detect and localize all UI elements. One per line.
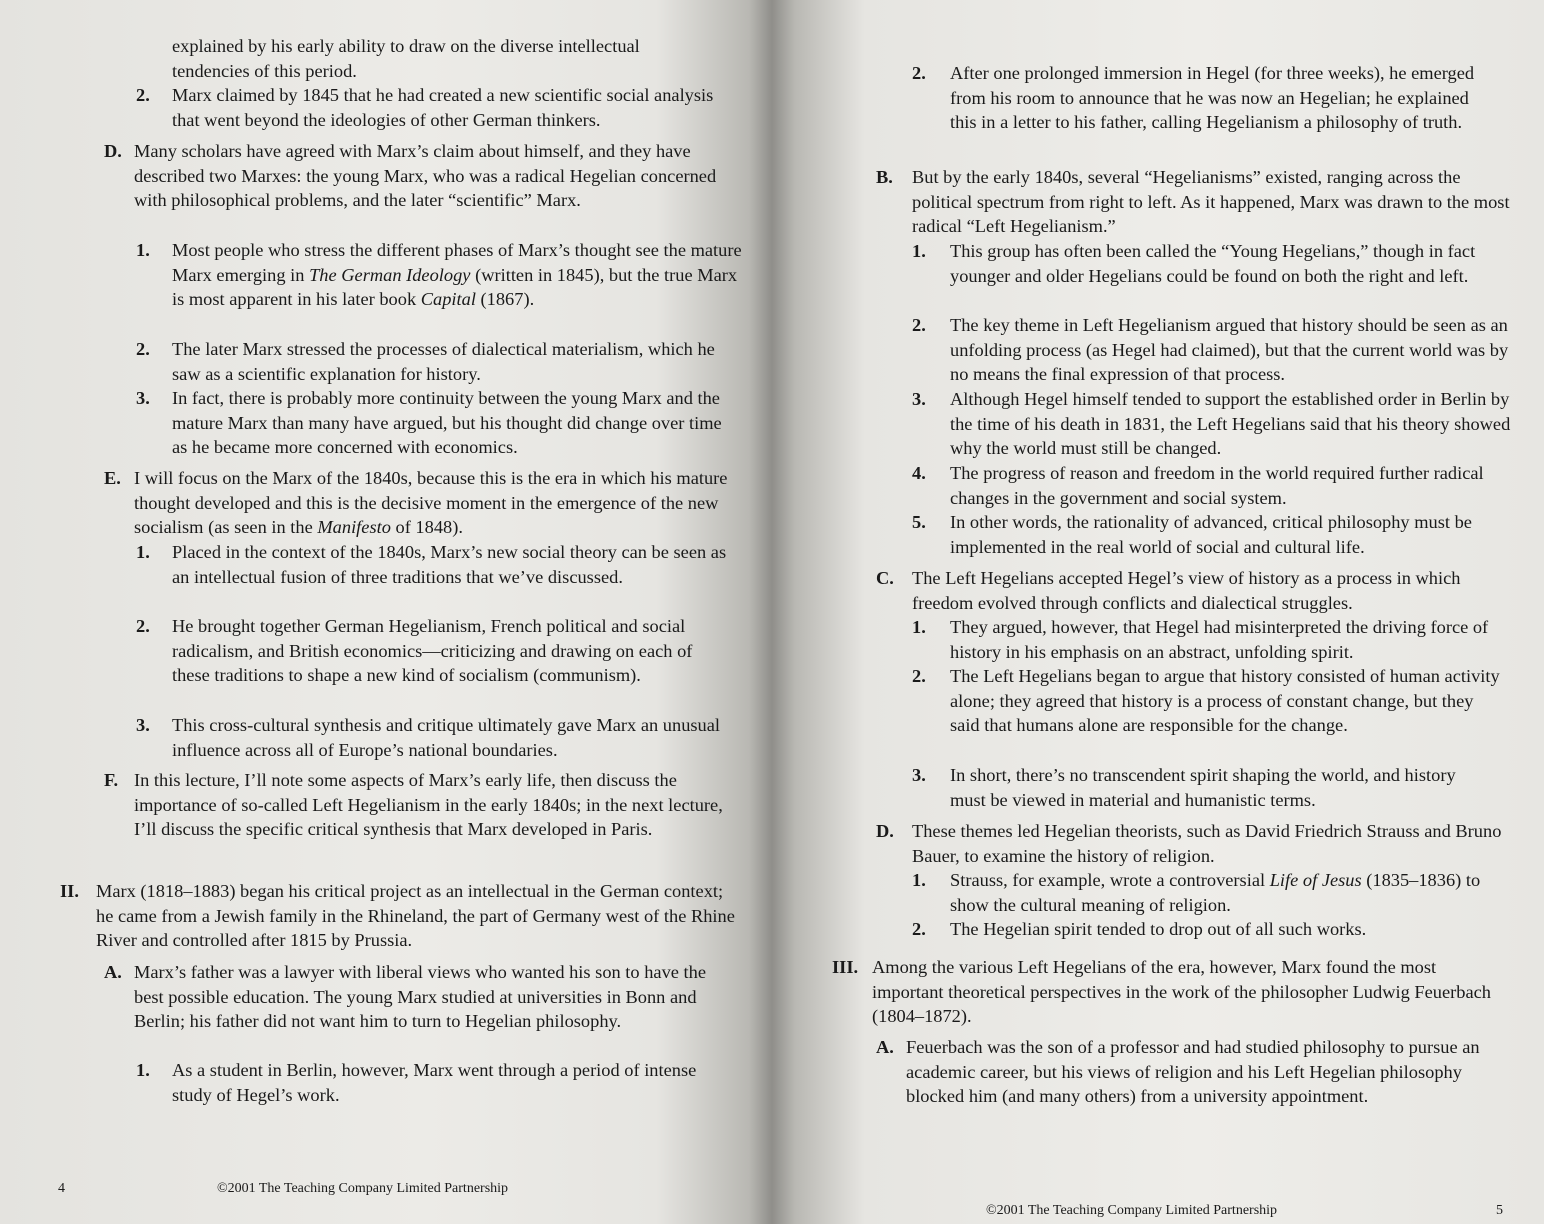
item-label: 1. bbox=[136, 240, 150, 260]
item-label: 2. bbox=[136, 85, 150, 105]
item-text: After one prolonged immersion in Hegel (for three weeks), he emerged from his room to announce that he was now an Hegelian; he explained this in a letter to his father, calling Hegelianism a philosophy of truth. bbox=[950, 63, 1475, 133]
item-label: C. bbox=[876, 568, 894, 588]
item-text: This group has often been called the “Young Hegelians,” though in fact younger and older Hegelians could be found on both the right and left. bbox=[950, 241, 1476, 286]
item-text: Although Hegel himself tended to support the established order in Berlin by the time of his death in 1831, the Left Hegelians said that his theory showed why the world must still be changed. bbox=[950, 389, 1511, 459]
page-footer: ©2001 The Teaching Company Limited Partnership bbox=[986, 1203, 1278, 1218]
outline-item bbox=[772, 510, 1544, 560]
item-text: Placed in the context of the 1840s, Marx’s new social theory can be seen as an intellectual fusion of three traditions that we’ve discussed. bbox=[172, 542, 727, 587]
right-page bbox=[772, 0, 1544, 1224]
outline-item bbox=[772, 664, 1544, 764]
outline-item bbox=[0, 713, 772, 763]
item-text: Marx’s father was a lawyer with liberal views who wanted his son to have the best possible education. The young Marx studied at universities in Bonn and Berlin; his father did not want him to turn to Hegelian philosophy. bbox=[134, 962, 706, 1032]
item-text: Most people who stress the different phases of Marx’s thought see the mature Marx emerging in The German Ideology (written in 1845), but the true Marx is most apparent in his later book Capital (1867). bbox=[172, 240, 742, 310]
item-label: 2. bbox=[136, 616, 150, 636]
item-text: He brought together German Hegelianism, French political and social radicalism, and British economics—criticizing and drawing on each of these traditions to shape a new kind of socialism (communism). bbox=[172, 616, 693, 686]
item-text: The later Marx stressed the processes of dialectical materialism, which he saw as a scientific explanation for history. bbox=[172, 339, 715, 384]
outline-item bbox=[772, 313, 1544, 388]
outline-item bbox=[772, 61, 1544, 161]
item-label: 2. bbox=[136, 339, 150, 359]
page-footer: ©2001 The Teaching Company Limited Partnership bbox=[217, 1181, 509, 1196]
item-label: II. bbox=[60, 881, 79, 901]
outline-item bbox=[0, 386, 772, 461]
item-text: In short, there’s no transcendent spirit shaping the world, and history must be viewed in material and humanistic terms. bbox=[950, 765, 1456, 810]
item-text: The key theme in Left Hegelianism argued that history should be seen as an unfolding process (as Hegel had claimed), but that the current world was by no means the final expression of that process. bbox=[950, 315, 1509, 385]
item-text: This cross-cultural synthesis and critique ultimately gave Marx an unusual influence across all of Europe’s national boundaries. bbox=[172, 715, 721, 760]
outline-item bbox=[772, 868, 1544, 918]
item-text: The Left Hegelians began to argue that history consisted of human activity alone; they agreed that history is a process of constant change, but they said that humans alone are responsible for the change. bbox=[950, 666, 1500, 736]
outline-item bbox=[0, 83, 772, 133]
outline-item bbox=[772, 955, 1544, 1030]
item-text: Marx (1818–1883) began his critical project as an intellectual in the German context; he came from a Jewish family in the Rhineland, the part of Germany west of the Rhine River and controlled after 1815 by Prussia. bbox=[96, 881, 735, 951]
item-text: The Hegelian spirit tended to drop out of all such works. bbox=[950, 919, 1367, 939]
item-text: In fact, there is probably more continuity between the young Marx and the mature Marx than many have argued, but his thought did change over time as he became more concerned with economics. bbox=[172, 388, 722, 458]
item-text: The Left Hegelians accepted Hegel’s view of history as a process in which freedom evolved through conflicts and dialectical struggles. bbox=[912, 568, 1461, 613]
item-label: 2. bbox=[912, 315, 926, 335]
outline-item bbox=[0, 1058, 772, 1108]
outline-item bbox=[0, 614, 772, 714]
item-label: 1. bbox=[912, 241, 926, 261]
outline-item bbox=[0, 139, 772, 239]
item-label: 3. bbox=[136, 388, 150, 408]
outline-item bbox=[772, 615, 1544, 665]
item-label: D. bbox=[104, 141, 122, 161]
outline-item bbox=[772, 239, 1544, 314]
item-label: B. bbox=[876, 167, 893, 187]
item-text: Marx claimed by 1845 that he had created a new scientific social analysis that went beyond the ideologies of other German thinkers. bbox=[172, 85, 714, 130]
item-label: 2. bbox=[912, 919, 926, 939]
item-label: 4. bbox=[912, 463, 926, 483]
item-label: F. bbox=[104, 770, 119, 790]
item-label: 1. bbox=[136, 542, 150, 562]
item-label: III. bbox=[832, 957, 859, 977]
page-number: 4 bbox=[58, 1181, 65, 1196]
item-label: 1. bbox=[136, 1060, 150, 1080]
outline-item bbox=[772, 1035, 1544, 1135]
outline-item bbox=[772, 165, 1544, 240]
outline-item bbox=[772, 763, 1544, 813]
item-label: A. bbox=[104, 962, 122, 982]
item-label: 3. bbox=[136, 715, 150, 735]
item-label: 2. bbox=[912, 63, 926, 83]
item-text: They argued, however, that Hegel had misinterpreted the driving force of history in his emphasis on an abstract, unfolding spirit. bbox=[950, 617, 1489, 662]
item-label: D. bbox=[876, 821, 894, 841]
item-text: These themes led Hegelian theorists, such as David Friedrich Strauss and Bruno Bauer, to examine the history of religion. bbox=[912, 821, 1502, 866]
outline-item bbox=[772, 819, 1544, 869]
outline-item bbox=[0, 960, 772, 1060]
outline-item bbox=[772, 917, 1544, 942]
item-text: I will focus on the Marx of the 1840s, because this is the era in which his mature thought developed and this is the decisive moment in the emergence of the new socialism (as seen in the Manifesto of 1848). bbox=[134, 468, 728, 538]
outline-item bbox=[0, 238, 772, 338]
outline-item bbox=[0, 768, 772, 868]
item-text: As a student in Berlin, however, Marx went through a period of intense study of Hegel’s work. bbox=[172, 1060, 697, 1105]
item-label: 2. bbox=[912, 666, 926, 686]
item-text: The progress of reason and freedom in the world required further radical changes in the government and social system. bbox=[950, 463, 1484, 508]
item-label: E. bbox=[104, 468, 121, 488]
item-text: Many scholars have agreed with Marx’s claim about himself, and they have described two Marxes: the young Marx, who was a radical Hegelian concerned with philosophical problems, and the later “scientific” Marx. bbox=[134, 141, 717, 211]
item-text: But by the early 1840s, several “Hegelianisms” existed, ranging across the political spectrum from right to left. As it happened, Marx was drawn to the most radical “Left Hegelianism.” bbox=[912, 167, 1510, 237]
page-number: 5 bbox=[1496, 1203, 1503, 1218]
outline-item bbox=[772, 387, 1544, 462]
item-label: 3. bbox=[912, 389, 926, 409]
outline-item bbox=[772, 566, 1544, 616]
outline-item bbox=[772, 461, 1544, 511]
item-text: Strauss, for example, wrote a controversial Life of Jesus (1835–1836) to show the cultural meaning of religion. bbox=[950, 870, 1481, 915]
item-label: A. bbox=[876, 1037, 894, 1057]
outline-item bbox=[0, 879, 772, 954]
item-text: Among the various Left Hegelians of the era, however, Marx found the most important theoretical perspectives in the work of the philosopher Ludwig Feuerbach (1804–1872). bbox=[872, 957, 1491, 1027]
item-text: Feuerbach was the son of a professor and had studied philosophy to pursue an academic career, but his views of religion and his Left Hegelian philosophy blocked him (and many others) from a university appointment. bbox=[906, 1037, 1480, 1107]
outline-item bbox=[0, 466, 772, 541]
item-label: 5. bbox=[912, 512, 926, 532]
outline-item bbox=[0, 34, 772, 84]
item-label: 1. bbox=[912, 617, 926, 637]
item-text: In other words, the rationality of advanced, critical philosophy must be implemented in the real world of social and cultural life. bbox=[950, 512, 1472, 557]
item-label: 3. bbox=[912, 765, 926, 785]
item-text: explained by his early ability to draw on the diverse intellectual tendencies of this period. bbox=[172, 36, 640, 81]
item-text: In this lecture, I’ll note some aspects of Marx’s early life, then discuss the importance of so-called Left Hegelianism in the early 1840s; in the next lecture, I’ll discuss the specific critical synthesis that Marx developed in Paris. bbox=[134, 770, 723, 840]
item-label: 1. bbox=[912, 870, 926, 890]
outline-item bbox=[0, 337, 772, 387]
outline-item bbox=[0, 540, 772, 615]
